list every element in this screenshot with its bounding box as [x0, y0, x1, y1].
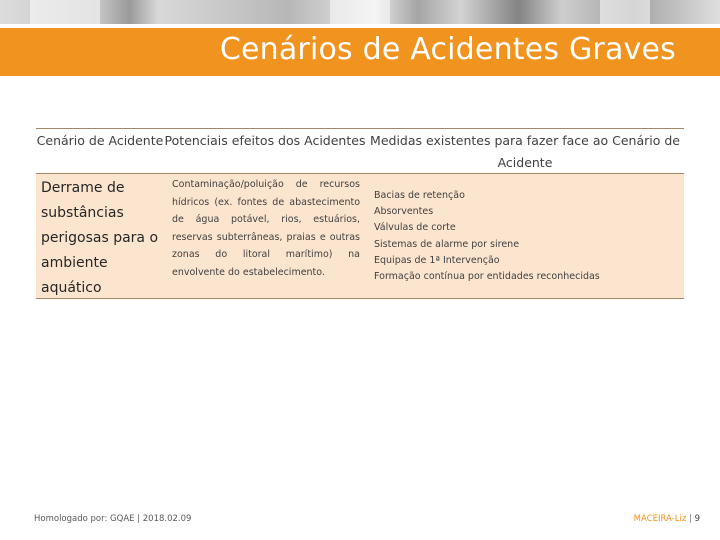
measures-cell [366, 174, 684, 298]
page-footer [634, 514, 700, 524]
table-row [36, 174, 684, 299]
column-header-effects: Potenciais efeitos dos Acidentes [164, 133, 366, 148]
effects-cell: Contaminação/poluição de recursos hídricos (ex. fontes de abastecimento de água potável, rios, estuários, reservas subterrâneas, praias e outras zonas do litoral marítimo) na envolvente do estabelecimento. [172, 179, 360, 278]
homologation-note: Homologado por: GQAE | 2018.02.09 [34, 514, 192, 524]
column-header-scenario: Cenário de Acidente [36, 133, 164, 148]
scenario-table [36, 128, 684, 299]
footer-separator: | [689, 514, 692, 524]
column-header-measures: Medidas existentes para fazer face ao Cenário de Acidente [370, 133, 680, 170]
measure-item: Absorventes [374, 206, 434, 218]
slide-title: Cenários de Acidentes Graves [219, 32, 676, 67]
brand-label: MACEIRA-Liz [633, 514, 687, 524]
header-photo [0, 0, 720, 24]
page-number: 9 [694, 514, 700, 524]
table-header-row [36, 129, 684, 174]
measure-item: Sistemas de alarme por sirene [374, 238, 520, 250]
measure-item: Equipas de 1ª Intervenção [374, 254, 500, 266]
measure-item: Válvulas de corte [374, 222, 456, 234]
measure-item: Bacias de retenção [374, 190, 465, 201]
scenario-cell: Derrame de substâncias perigosas para o ambiente aquático [41, 180, 159, 296]
measure-item: Formação contínua por entidades reconhecidas [374, 271, 600, 283]
